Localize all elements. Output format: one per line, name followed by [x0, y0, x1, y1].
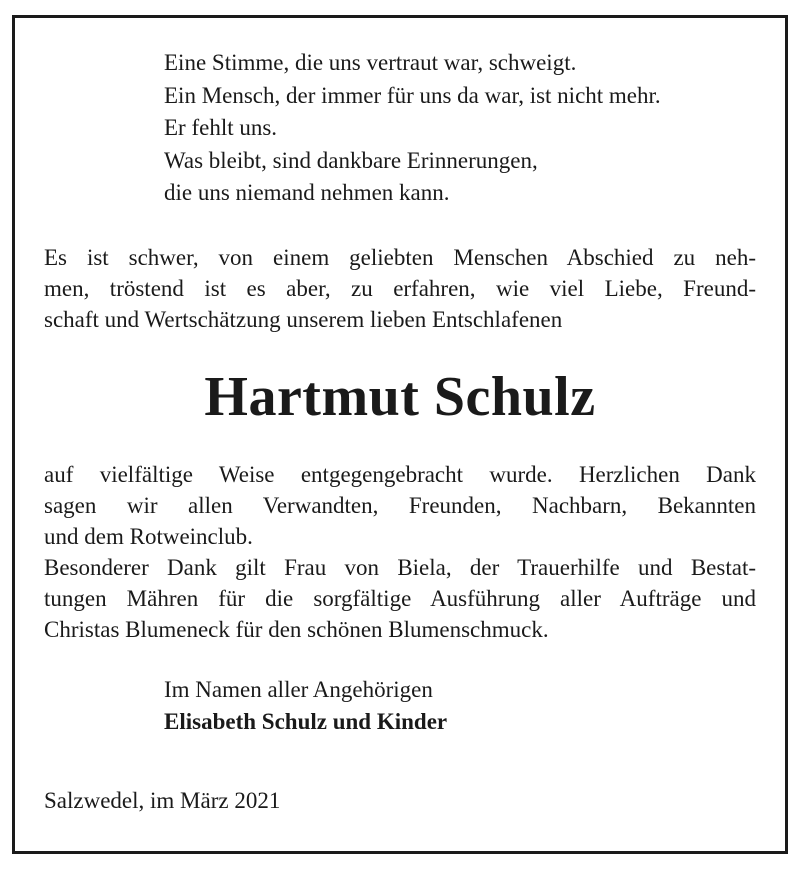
deceased-name: Hartmut Schulz [204, 366, 596, 428]
paragraph-line: Besonderer Dank gilt Frau von Biela, der Trauerhilfe und Bestat- [44, 555, 756, 580]
memorial-poem [164, 47, 661, 210]
signature-intro: Im Namen aller Angehörigen [164, 677, 433, 702]
paragraph-line: Es ist schwer, von einem geliebten Menschen Abschied zu neh- [44, 245, 756, 270]
poem-line: Er fehlt uns. [164, 115, 278, 140]
place-and-date: Salzwedel, im März 2021 [44, 788, 281, 813]
poem-line: Eine Stimme, die uns vertraut war, schweigt. [164, 50, 577, 75]
poem-line: Ein Mensch, der immer für uns da war, ist nicht mehr. [164, 82, 661, 108]
poem-line: die uns niemand nehmen kann. [164, 180, 450, 205]
signature-block [164, 674, 447, 738]
paragraph-line: und dem Rotweinclub. [44, 524, 253, 549]
paragraph-line: Christas Blumeneck für den schönen Blumenschmuck. [44, 617, 549, 642]
paragraph-line: tungen Mähren für die sorgfältige Ausführung aller Aufträge und [44, 586, 756, 611]
intro-paragraph [44, 242, 756, 335]
paragraph-line: schaft und Wertschätzung unserem lieben Entschlafenen [44, 307, 563, 332]
paragraph-line: sagen wir allen Verwandten, Freunden, Nachbarn, Bekannten [44, 493, 756, 518]
signer-name: Elisabeth Schulz und Kinder [164, 709, 448, 734]
paragraph-line: men, tröstend ist es aber, zu erfahren, wie viel Liebe, Freund- [44, 276, 756, 301]
paragraph-line: auf vielfältige Weise entgegengebracht wurde. Herzlichen Dank [44, 462, 756, 487]
thanks-paragraph [44, 459, 756, 645]
poem-line: Was bleibt, sind dankbare Erinnerungen, [164, 147, 538, 173]
